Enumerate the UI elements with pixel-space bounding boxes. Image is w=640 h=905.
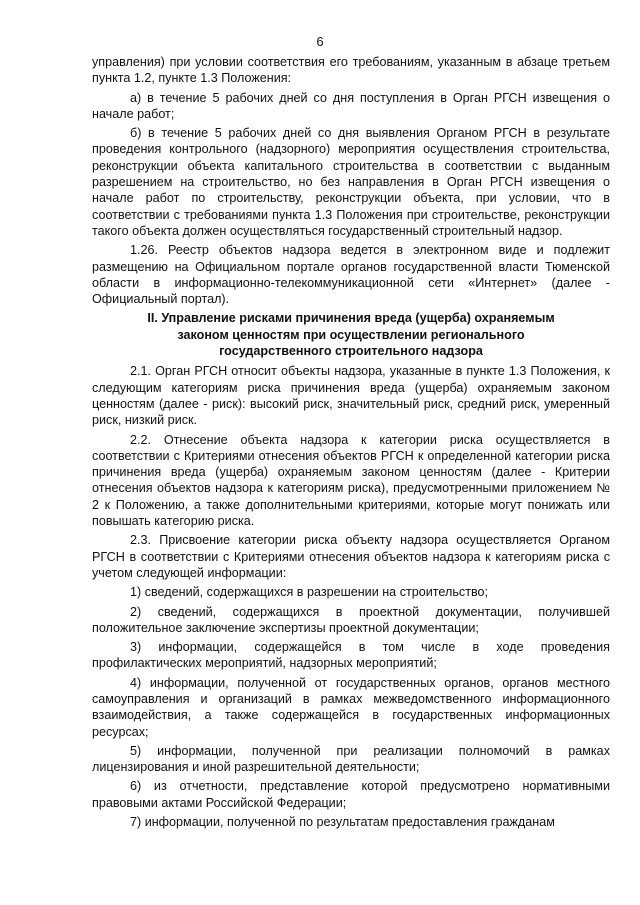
- paragraph-group-top: [92, 54, 610, 307]
- paragraph: 7) информации, полученной по результатам предоставления гражданам: [130, 815, 555, 830]
- paragraph: а) в течение 5 рабочих дней со дня поступления в Орган РГСН извещения о начале работ;: [92, 90, 610, 121]
- paragraph: 2.2. Отнесение объекта надзора к категории риска осуществляется в соответствии с Критериями отнесения объектов РГСН к определенной категории риска причинения вреда (ущерба) охраняемым законом ценностям (далее - Критерии отнесения объектов надзора к категориям риска), предусмотренными приложением № 2 к Положению, а также дополнительными критериями, которые могут понижать или повышать категорию риска.: [92, 432, 610, 529]
- paragraph: 1) сведений, содержащихся в разрешении на строительство;: [130, 585, 489, 600]
- paragraph: 2.1. Орган РГСН относит объекты надзора, указанные в пункте 1.3 Положения, к следующим категориям риска причинения вреда (ущерба) охраняемым законом ценностям (далее - риск): высокий риск, значительный риск, средний риск, умеренный риск, низкий риск.: [92, 364, 610, 428]
- paragraph-group-bottom: [92, 363, 610, 830]
- paragraph: б) в течение 5 рабочих дней со дня выявления Органом РГСН в результате проведения контрольного (надзорного) мероприятия осуществления строительства, реконструкции объекта капитального строительства в соответствии с выданным разрешением на строительство, но без направления в Орган РГСН извещения о начале работ по строительству, реконструкции объекта, при условии, что в соответствии с требованиями пункта 1.3 Положения при строительстве, реконструкции такого объекта должен осуществляться государственный строительный надзор.: [92, 126, 610, 238]
- paragraph: 2.3. Присвоение категории риска объекту надзора осуществляется Органом РГСН в соответствии с Критериями отнесения объектов надзора к категориям риска с учетом следующей информации:: [92, 533, 610, 580]
- paragraph: 2) сведений, содержащихся в проектной документации, получившей положительное заключение экспертизы проектной документации;: [92, 604, 610, 635]
- paragraph: управления) при условии соответствия его требованиям, указанным в абзаце третьем пункта 1.2, пункте 1.3 Положения:: [92, 55, 610, 86]
- section-heading-line-3: государственного строительного надзора: [219, 344, 483, 359]
- section-heading: [92, 310, 610, 359]
- paragraph: 1.26. Реестр объектов надзора ведется в электронном виде и подлежит размещению на Официальном портале органов государственной власти Тюменской области в информационно-телекоммуникационной сети «Интернет» (далее - Официальный портал).: [92, 243, 610, 307]
- paragraph: 6) из отчетности, представление которой предусмотрено нормативными правовыми актами Российской Федерации;: [92, 779, 610, 810]
- paragraph: 3) информации, содержащейся в том числе в ходе проведения профилактических мероприятий, надзорных мероприятий;: [92, 640, 610, 671]
- paragraph: 5) информации, полученной при реализации полномочий в рамках лицензирования и иной разрешительной деятельности;: [92, 743, 610, 775]
- section-heading-line-1: II. Управление рисками причинения вреда (ущерба) охраняемым: [147, 311, 555, 326]
- page-number: 6: [316, 34, 324, 49]
- paragraph: 4) информации, полученной от государственных органов, органов местного самоуправления и организаций в рамках межведомственного информационного взаимодействия, а также содержащейся в государственных информационных ресурсах;: [92, 675, 610, 739]
- document-body: [92, 54, 610, 833]
- section-heading-line-2: законом ценностям при осуществлении регионального: [177, 327, 525, 342]
